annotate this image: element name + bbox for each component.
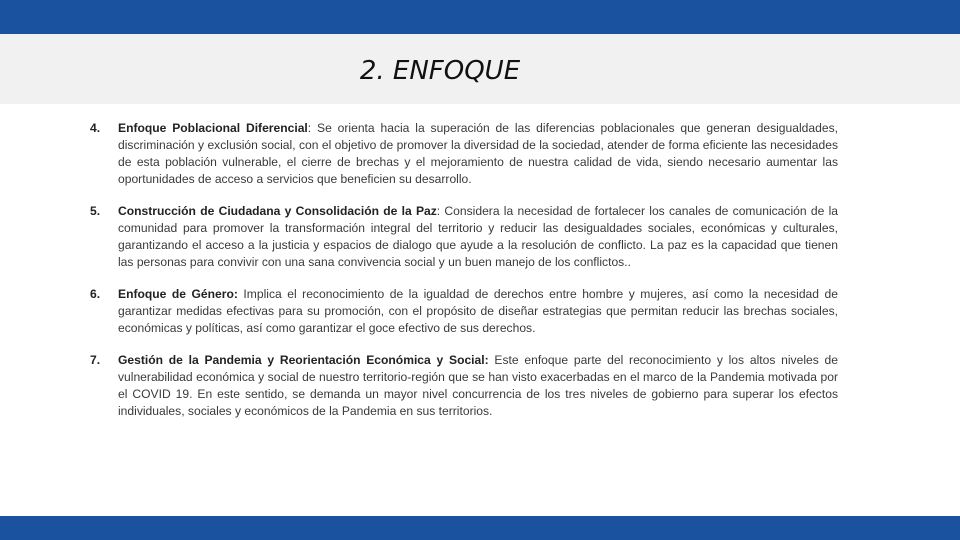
list-item: [90, 203, 838, 271]
list-item: [90, 286, 838, 337]
top-accent-bar: [0, 0, 960, 34]
item-body: Se orienta hacia la superación de las diferencias poblacionales que generan desigualdades, discriminación y exclusión social, con el objetivo de promover la diversidad de la sociedad, atender de forma eficiente las necesidades de esta población vulnerable, el cierre de brechas y el mejoramiento de nuestra calidad de vida, siendo necesario aumentar las oportunidades de acceso a servicios que beneficien su desarrollo.: [118, 121, 838, 186]
bottom-accent-bar: [0, 516, 960, 540]
list-item: [90, 120, 838, 188]
item-text: [118, 286, 838, 337]
item-body: Implica el reconocimiento de la igualdad de derechos entre hombre y mujeres, así como la necesidad de garantizar medidas efectivas para su promoción, con el propósito de diseñar estrategias que permitan reducir las brechas sociales, económicas y políticas, así como garantizar el goce efectivo de sus derechos.: [118, 287, 838, 335]
item-separator: :: [436, 204, 445, 218]
page-title: 2. ENFOQUE: [359, 56, 521, 86]
item-heading: Construcción de Ciudadana y Consolidación de la Paz: [118, 204, 437, 218]
item-heading: Gestión de la Pandemia y Reorientación Económica y Social:: [118, 353, 489, 367]
item-body: Este enfoque parte del reconocimiento y los altos niveles de vulnerabilidad económica y social de nuestro territorio-región que se han visto exacerbadas en el marco de la Pandemia motivada por el COVID 19. En este sentido, se demanda un mayor nivel concurrencia de los tres niveles de gobierno para superar los efectos individuales, sociales y económicos de la Pandemia en sus territorios.: [118, 353, 838, 418]
item-body: Considera la necesidad de fortalecer los canales de comunicación de la comunidad para promover la transformación integral del territorio y reducir las desigualdades sociales, económicas y culturales, garantizando el acceso a la justicia y espacios de dialogo que ayude a la resolución de conflicto. La paz es la capacidad que tienen las personas para convivir con una sana convivencia social y un buen manejo de los conflictos..: [118, 204, 838, 269]
item-text: [118, 203, 838, 271]
item-separator: :: [307, 121, 318, 135]
item-number: 4.: [90, 121, 101, 135]
content-list: [90, 120, 838, 435]
item-heading: Enfoque Poblacional Diferencial: [118, 121, 308, 135]
list-item: [90, 352, 838, 420]
item-number: 6.: [90, 287, 101, 301]
item-text: [118, 352, 838, 420]
item-number: 5.: [90, 204, 101, 218]
item-number: 7.: [90, 353, 101, 367]
item-text: [118, 120, 838, 188]
item-heading: Enfoque de Género:: [118, 287, 238, 301]
